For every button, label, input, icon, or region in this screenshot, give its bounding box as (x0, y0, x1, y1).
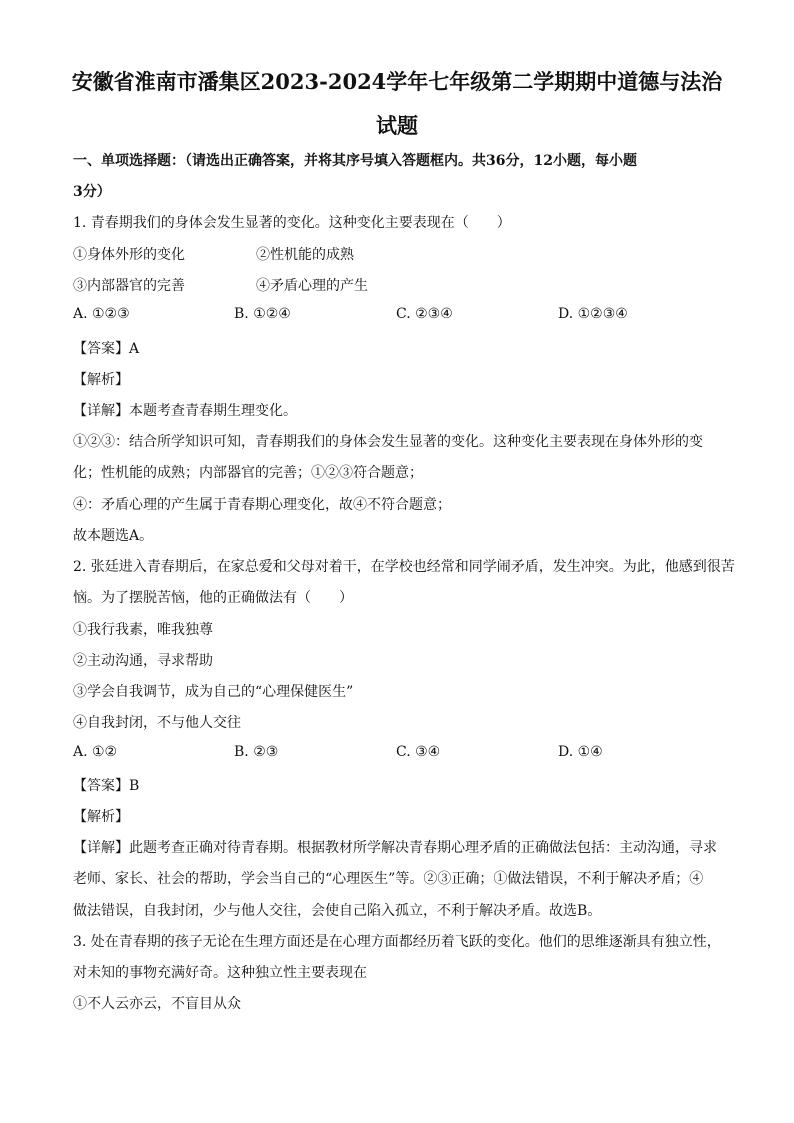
question-2-stem-continued: 恼。为了摆脱苦恼，他的正确做法有（ ） (73, 590, 353, 606)
question-2-detail-continued-2: 做法错误，自我封闭，少与他人交往，会使自己陷入孤立，不利于解决矛盾。故选B。 (73, 903, 602, 919)
question-1-detail: 【详解】本题考查青春期生理变化。 (73, 403, 297, 419)
document-title-continued: 试题 (376, 113, 418, 138)
question-1-explanation-2: ④：矛盾心理的产生属于青春期心理变化，故④不符合题意； (73, 497, 451, 513)
question-1-option-c: C. ②③④ (396, 306, 453, 322)
question-2-analysis-label: 【解析】 (73, 809, 129, 825)
question-1-item-3: ③内部器官的完善 (73, 278, 185, 294)
question-2-detail: 【详解】此题考查正确对待青春期。根据教材所学解决青春期心理矛盾的正确做法包括：主动沟通，寻求 (73, 840, 717, 856)
question-1-item-2: ②性机能的成熟 (256, 247, 354, 263)
question-1-item-1: ①身体外形的变化 (73, 247, 185, 263)
question-1-item-4: ④矛盾心理的产生 (256, 278, 368, 294)
question-1-answer: 【答案】A (73, 341, 140, 357)
question-2-option-b: B. ②③ (234, 744, 279, 760)
question-2-item-2: ②主动沟通，寻求帮助 (73, 653, 213, 669)
question-2-option-c: C. ③④ (396, 744, 441, 760)
section-heading: 一、单项选择题：（请选出正确答案，并将其序号填入答题框内。共36分，12小题，每小题 (73, 153, 637, 169)
question-1-option-b: B. ①②④ (234, 306, 291, 322)
document-title: 安徽省淮南市潘集区2023-2024学年七年级第二学期期中道德与法治 (71, 69, 723, 94)
question-3-stem-continued: 对未知的事物充满好奇。这种独立性主要表现在 (73, 965, 367, 981)
question-2-item-4: ④自我封闭，不与他人交往 (73, 715, 241, 731)
question-2-option-a: A. ①② (73, 744, 118, 760)
question-1-explanation-1-continued: 化；性机能的成熟；内部器官的完善；①②③符合题意； (73, 465, 423, 481)
question-1-conclusion: 故本题选A。 (73, 528, 154, 544)
question-1-stem: 1. 青春期我们的身体会发生显著的变化。这种变化主要表现在（ ） (73, 215, 511, 231)
question-2-item-1: ①我行我素，唯我独尊 (73, 622, 213, 638)
question-1-option-a: A. ①②③ (73, 306, 130, 322)
question-3-item-1: ①不人云亦云，不盲目从众 (73, 996, 241, 1012)
question-2-answer: 【答案】B (73, 778, 140, 794)
question-1-option-d: D. ①②③④ (558, 306, 628, 322)
question-2-stem: 2. 张廷进入青春期后，在家总爱和父母对着干，在学校也经常和同学闹矛盾，发生冲突。为此，他感到很苦 (73, 559, 735, 575)
question-2-detail-continued-1: 老师、家长、社会的帮助，学会当自己的“心理医生”等。②③正确；①做法错误，不利于解决矛盾；④ (73, 871, 704, 887)
section-heading-continued: 3分） (73, 184, 111, 200)
question-2-option-d: D. ①④ (558, 744, 603, 760)
question-2-item-3: ③学会自我调节，成为自己的“心理保健医生” (73, 684, 354, 700)
question-1-analysis-label: 【解析】 (73, 372, 129, 388)
question-1-explanation-1: ①②③：结合所学知识可知，青春期我们的身体会发生显著的变化。这种变化主要表现在身体外形的变 (73, 434, 703, 450)
question-3-stem: 3. 处在青春期的孩子无论在生理方面还是在心理方面都经历着飞跃的变化。他们的思维逐渐具有独立性， (73, 934, 721, 950)
